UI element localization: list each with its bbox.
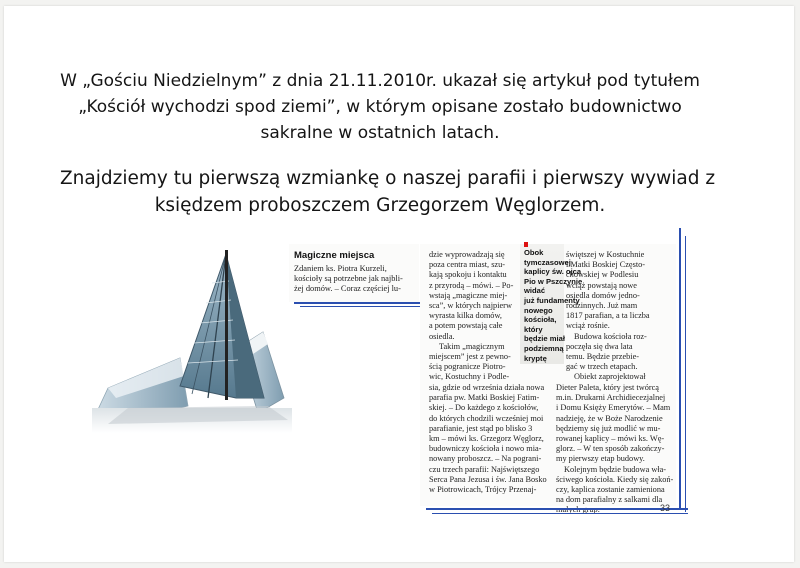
text-line: parafianie, jest stąd po blisko 3 — [429, 423, 533, 433]
text-line: czy, kaplica zostanie zamieniona — [556, 485, 665, 495]
text-line: sca”, w których najpierw — [429, 301, 512, 311]
text-line: gać w trzech etapach. — [566, 362, 638, 372]
caption-line: będzie miał — [524, 334, 565, 344]
text-line: ścią pogranicze Piotro- — [429, 362, 506, 372]
text-line: wic, Kostuchny i Podle- — [429, 372, 510, 382]
intro-line: „Kościół wychodzi spod ziemi”, w którym opisane zostało budownictwo — [78, 97, 682, 117]
text-line: my pierwszy etap budowy. — [556, 454, 645, 464]
caption-line: nowego — [524, 305, 553, 315]
caption-line: podziemną — [524, 343, 564, 353]
text-line: temu. Będzie przebie- — [566, 352, 640, 362]
page-number: 33 — [660, 503, 671, 513]
text-line: poza centra miast, szu- — [429, 260, 506, 270]
caption-line: Obok — [524, 248, 544, 257]
text-line: czu trzech parafii: Najświętszego — [429, 464, 540, 474]
text-line: Dieter Paleta, który jest twórcą — [556, 383, 659, 392]
text-line: żej domów. – Coraz częściej lu- — [294, 284, 401, 294]
article-column-1a — [429, 250, 521, 383]
text-line — [556, 505, 674, 515]
text-line: ściwego kościoła. Kiedy się zakoń- — [556, 474, 674, 484]
text-line: Budowa kościoła roz- — [574, 331, 647, 341]
text-line: i Matki Boskiej Często- — [566, 260, 646, 270]
text-line: km – mówi ks. Grzegorz Węglorz, — [429, 434, 544, 444]
text-line: i Domu Księży Emerytów. – Mam — [556, 403, 671, 413]
text-line: m.in. Drukarni Archidiecezjalnej — [556, 393, 666, 403]
text-line: nowany proboszcz. – Na pograni- — [429, 454, 542, 464]
caption-line: Pio w Pszczynie — [524, 276, 583, 286]
text-line: świętszej w Kostuchnie — [566, 250, 645, 259]
caption-marker — [524, 242, 528, 247]
mention-line: Znajdziemy tu pierwszą wzmiankę o naszej parafii i pierwszy wywiad z — [60, 168, 716, 189]
caption-line: kryptę — [524, 353, 547, 363]
text-line: a potem powstają całe — [429, 321, 503, 331]
text-line: nadzieję, że w Boże Narodzenie — [556, 413, 663, 423]
text-line: sia, gdzie od września działa nowa — [429, 383, 545, 392]
text-line: Takim „magicznym — [439, 341, 505, 351]
text-line: chowskiej w Podlesiu — [566, 270, 639, 280]
text-line: Zdaniem ks. Piotra Kurzeli, — [294, 264, 387, 273]
mention-line: księdzem proboszczem Grzegorzem Węglorzem. — [154, 195, 606, 216]
box-rule — [294, 302, 420, 304]
clipping-box-text — [294, 264, 416, 295]
text-line: z przyrodą – mówi. – Po- — [429, 280, 514, 290]
text-line: Serca Pana Jezusa i św. Jana Bosko — [429, 474, 547, 484]
text-line: osiedla domów jedno- — [566, 290, 640, 300]
caption-line: kaplicy św. ojca — [524, 267, 582, 277]
text-line: skiej. – Do każdego z kościołów, — [429, 403, 539, 413]
text-line: Kolejnym będzie budowa wła- — [564, 464, 667, 474]
text-line: wyrasta kilka domów, — [429, 311, 502, 321]
text-line: kościoły są potrzebne jak najbli- — [294, 274, 403, 284]
caption-line: który — [524, 324, 543, 334]
article-column-2a — [566, 250, 672, 383]
mention-paragraph — [60, 165, 716, 219]
text-line: kają spokoju i kontaktu — [429, 270, 507, 280]
text-line: poczęła się dwa lata — [566, 341, 633, 351]
text-line: będziemy się już modlić w mu- — [556, 423, 661, 433]
text-line: dzie wyprowadzają się — [429, 250, 505, 259]
text-line: miejscem” jest z pewno- — [429, 352, 511, 362]
article-rule-bottom — [426, 508, 688, 510]
text-line: rowanej kaplicy – mówi ks. Wę- — [556, 434, 665, 444]
church-illustration — [88, 248, 298, 433]
text-line: wciąż rośnie. — [566, 321, 610, 331]
text-line: do których chodzili wcześniej moi — [429, 413, 544, 423]
text-line: osiedla. — [429, 331, 455, 341]
article-rule-vertical — [679, 228, 681, 508]
text-line: Obiekt zaprojektował — [574, 372, 646, 382]
article-column-1b — [429, 383, 553, 495]
text-line: glorz. – W ten sposób zakończy- — [556, 444, 665, 454]
clipping-box-title: Magiczne miejsca — [294, 250, 375, 261]
text-line: na dom parafialny z salkami dla — [556, 495, 663, 505]
caption-line: widać — [524, 286, 546, 296]
text-line: budowniczy kościoła i nowo mia- — [429, 444, 542, 454]
text-line: w Piotrowicach, Trójcy Przenaj- — [429, 485, 537, 495]
text-line: 1817 parafian, a ta liczba — [566, 311, 650, 321]
article-rule-bottom-thin — [432, 513, 688, 514]
article-rule-vertical-thin — [685, 236, 686, 512]
caption-line: kościoła, — [524, 315, 557, 325]
text-line: rodzinnych. Już mam — [566, 301, 638, 311]
caption-line: tymczasowej — [524, 257, 571, 267]
intro-paragraph — [60, 68, 700, 146]
intro-line: sakralne w ostatnich latach. — [260, 123, 500, 143]
text-line: parafia pw. Matki Boskiej Fatim- — [429, 393, 540, 403]
text-line: wstają „magiczne miej- — [429, 290, 508, 300]
box-rule-thin — [300, 306, 420, 307]
intro-line: W „Gościu Niedzielnym” z dnia 21.11.2010r. ukazał się artykuł pod tytułem — [60, 71, 700, 91]
text-line: wciąż powstają nowe — [566, 280, 637, 290]
article-column-2b — [556, 383, 674, 516]
caption-line: już fundamenty — [524, 295, 580, 305]
